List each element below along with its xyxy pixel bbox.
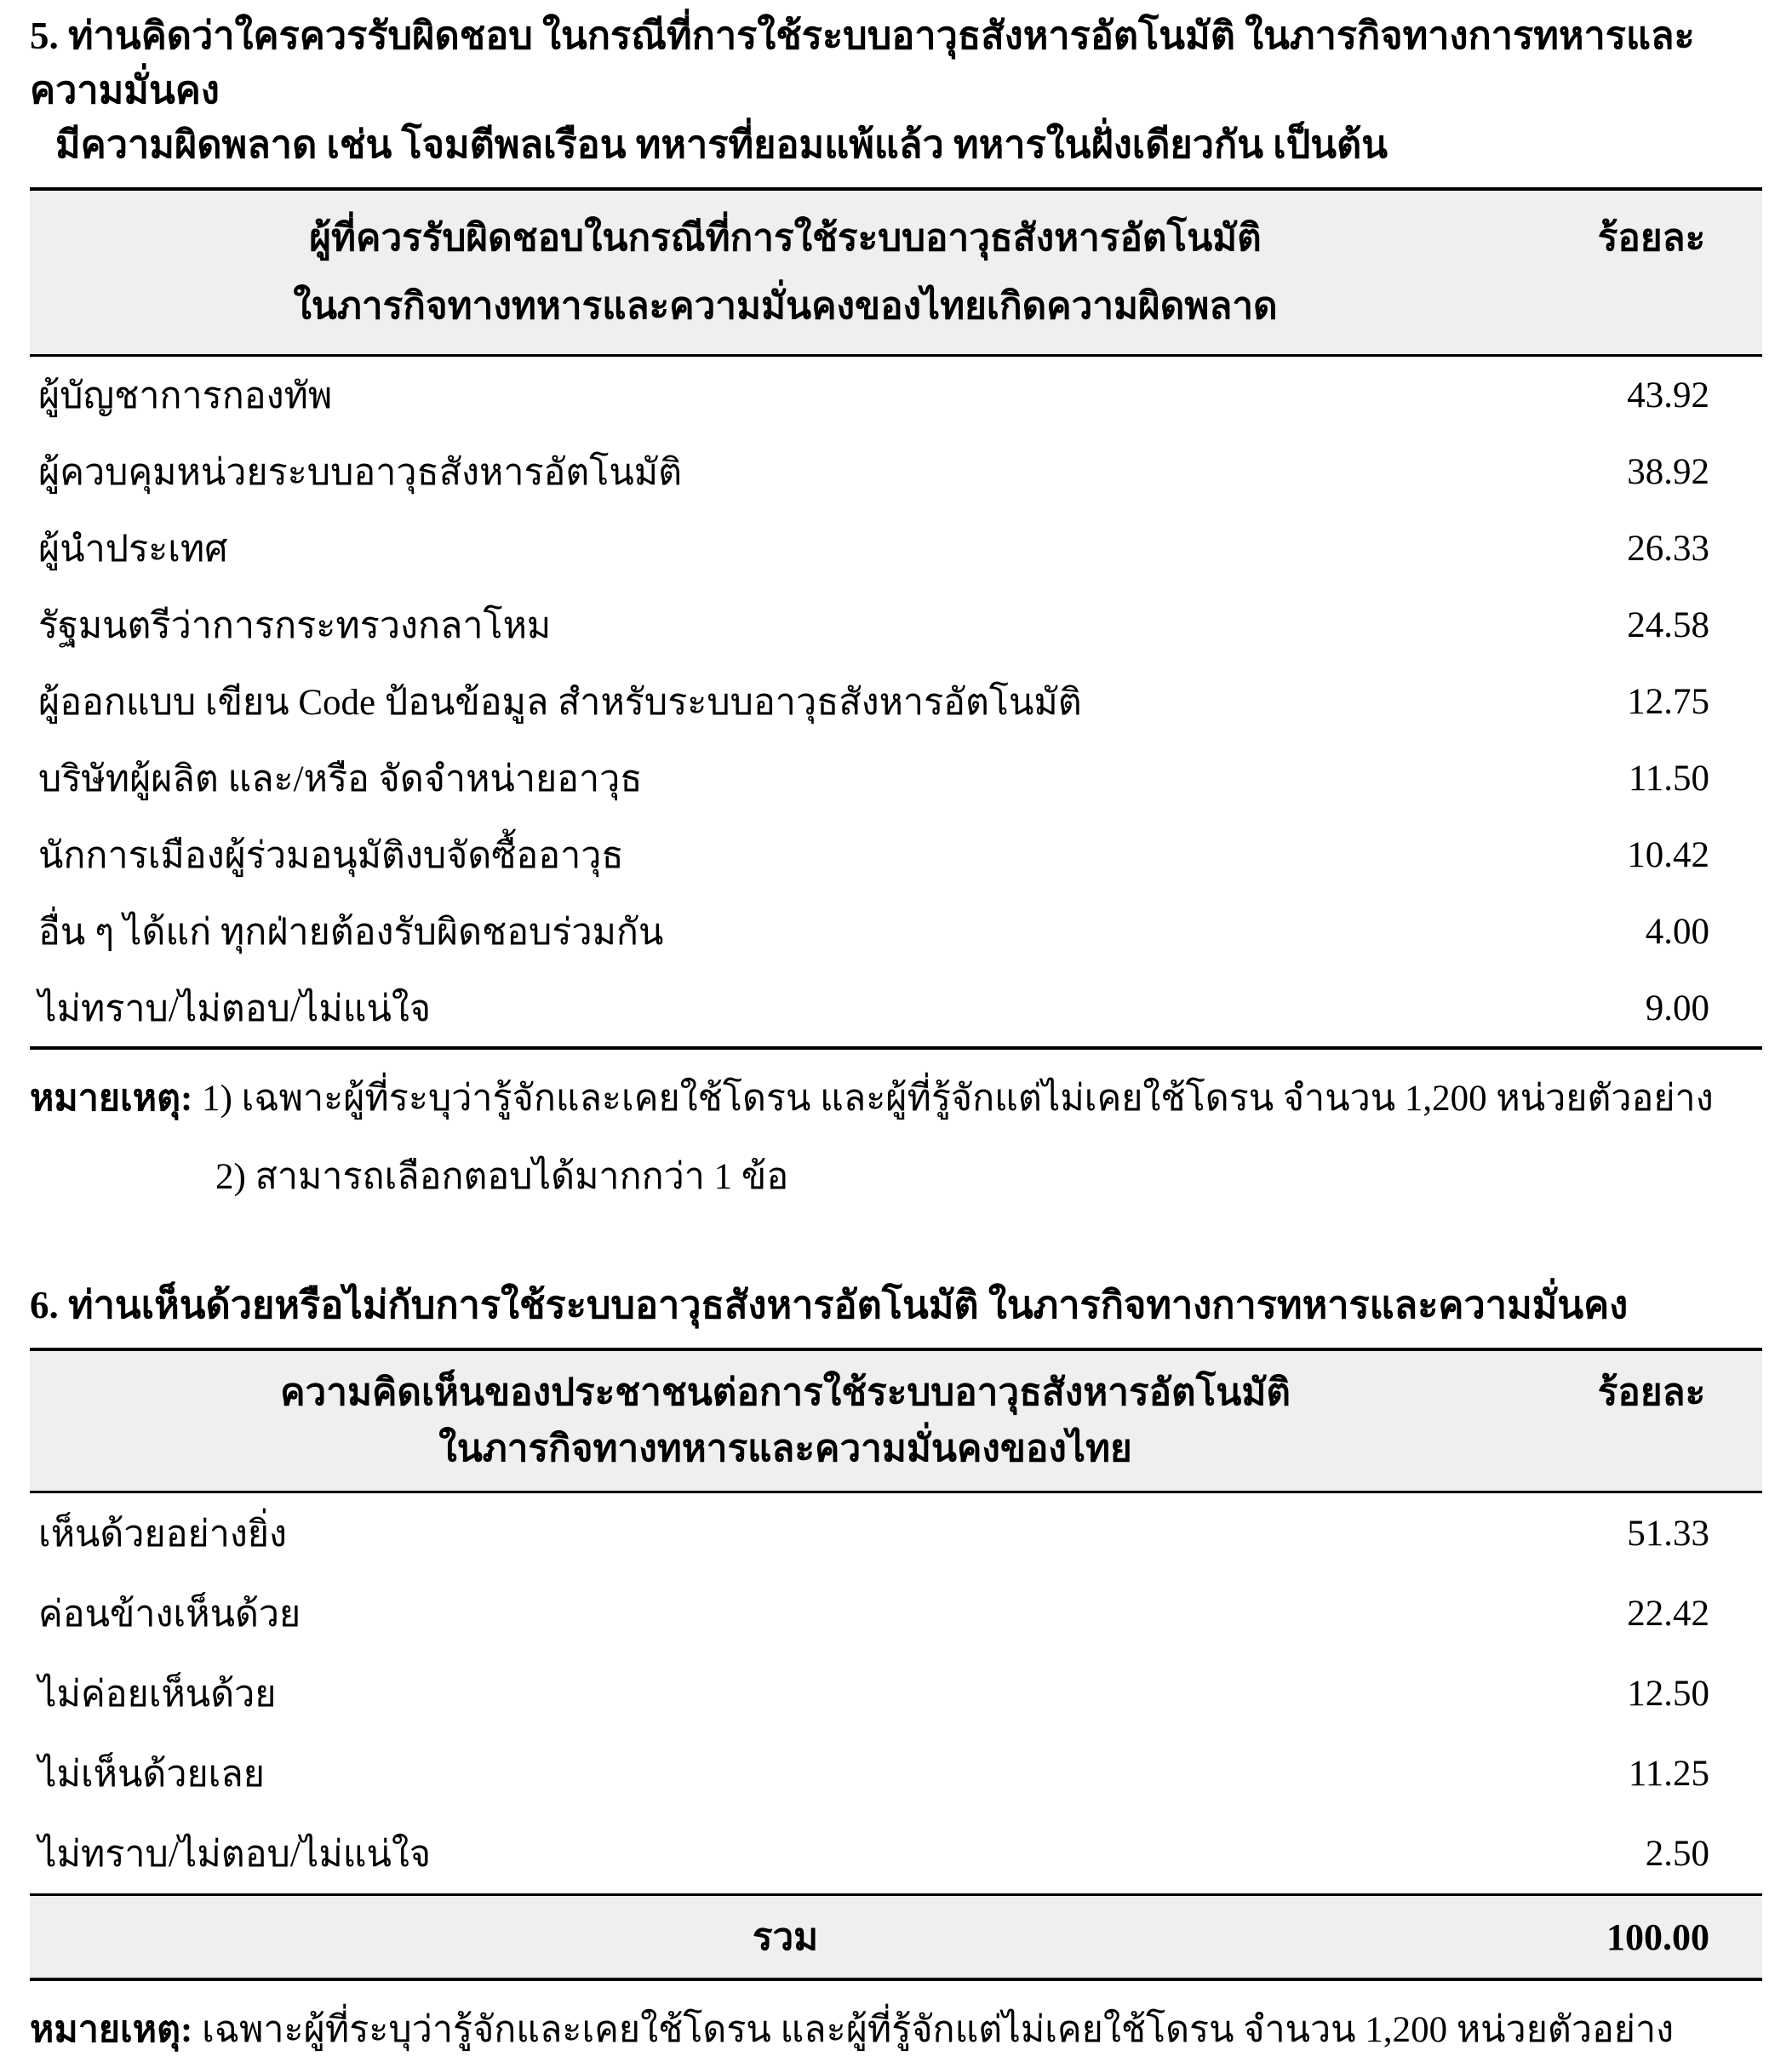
row-value: 24.58	[1627, 604, 1709, 645]
row-value: 26.33	[1627, 528, 1709, 569]
row-label: ผู้นำประเทศ	[38, 530, 228, 570]
question-5-line1: ท่านคิดว่าใครควรรับผิดชอบ ในกรณีที่การใช้ระบบอาวุธสังหารอัตโนมัติ ในภารกิจทางการทหารและความมั่นคง	[30, 14, 1695, 112]
table-row	[30, 816, 1762, 893]
question-6-number: 6.	[30, 1284, 59, 1326]
table5-note	[30, 1074, 1762, 1203]
percent-column-header: ร้อยละ	[1597, 1372, 1706, 1413]
row-label: เห็นด้วยอย่างยิ่ง	[38, 1515, 288, 1555]
row-value: 38.92	[1627, 451, 1709, 492]
table-row	[30, 433, 1762, 510]
row-value: 12.50	[1627, 1673, 1709, 1714]
table-row	[30, 587, 1762, 663]
opinion-table-title	[30, 1365, 1541, 1477]
table-row	[30, 357, 1762, 433]
opinion-table	[30, 1348, 1762, 1981]
question-6-heading	[30, 1278, 1762, 1332]
row-value: 2.50	[1645, 1833, 1709, 1874]
note-prefix: หมายเหตุ:	[30, 2010, 193, 2050]
row-value: 43.92	[1627, 375, 1709, 415]
responsibility-table	[30, 187, 1762, 1050]
question-5-number: 5.	[30, 14, 59, 57]
table-row	[30, 1653, 1762, 1733]
table-row	[30, 1733, 1762, 1813]
table6-note-line	[30, 2005, 1762, 2056]
row-value: 11.50	[1628, 758, 1709, 799]
table-row	[30, 510, 1762, 587]
opinion-table-title-line2: ในภารกิจทางทหารและความมั่นคงของไทย	[438, 1428, 1132, 1469]
note-text: 1) เฉพาะผู้ที่ระบุว่ารู้จักและเคยใช้โดรน และผู้ที่รู้จักแต่ไม่เคยใช้โดรน จำนวน 1,200 หน่วยตัวอย่าง	[202, 1079, 1714, 1119]
row-value: 4.00	[1645, 911, 1709, 952]
table-row	[30, 740, 1762, 816]
table-row	[30, 893, 1762, 970]
table-row	[30, 663, 1762, 740]
table-row	[30, 1573, 1762, 1653]
opinion-table-title-line1: ความคิดเห็นของประชาชนต่อการใช้ระบบอาวุธสังหารอัตโนมัติ	[280, 1372, 1291, 1413]
question-5-heading	[30, 9, 1762, 172]
responsibility-table-title-line1: ผู้ที่ควรรับผิดชอบในกรณีที่การใช้ระบบอาวุธสังหารอัตโนมัติ	[309, 217, 1262, 259]
row-value: 11.25	[1628, 1753, 1709, 1794]
responsibility-table-title	[30, 204, 1541, 341]
row-label: ไม่ทราบ/ไม่ตอบ/ไม่แน่ใจ	[38, 1835, 432, 1875]
row-label: นักการเมืองผู้ร่วมอนุมัติงบจัดซื้ออาวุธ	[38, 836, 624, 876]
row-label: รัฐมนตรีว่าการกระทรวงกลาโหม	[38, 606, 552, 646]
row-label: ผู้ออกแบบ เขียน Code ป้อนข้อมูล สำหรับระบบอาวุธสังหารอัตโนมัติ	[38, 683, 1082, 723]
row-label: ไม่เห็นด้วยเลย	[38, 1755, 265, 1795]
total-row	[30, 1893, 1762, 1978]
table-row	[30, 1493, 1762, 1573]
row-label: อื่น ๆ ได้แก่ ทุกฝ่ายต้องรับผิดชอบร่วมกัน	[38, 913, 664, 953]
responsibility-table-header	[30, 191, 1762, 357]
percent-column-header: ร้อยละ	[1597, 217, 1706, 259]
table5-note-line2: 2) สามารถเลือกตอบได้มากกว่า 1 ข้อ	[215, 1157, 789, 1197]
row-value: 12.75	[1627, 681, 1709, 722]
row-label: ค่อนข้างเห็นด้วย	[38, 1595, 301, 1635]
question-6-line1: ท่านเห็นด้วยหรือไม่กับการใช้ระบบอาวุธสังหารอัตโนมัติ ในภารกิจทางการทหารและความมั่นคง	[68, 1284, 1629, 1326]
note-text: เฉพาะผู้ที่ระบุว่ารู้จักและเคยใช้โดรน และผู้ที่รู้จักแต่ไม่เคยใช้โดรน จำนวน 1,200 หน่วยตัวอย่าง	[202, 2010, 1675, 2050]
row-value: 9.00	[1645, 988, 1709, 1028]
row-label: ไม่ทราบ/ไม่ตอบ/ไม่แน่ใจ	[38, 989, 432, 1029]
total-label: รวม	[752, 1916, 819, 1958]
opinion-table-header	[30, 1351, 1762, 1493]
row-label: ผู้บัญชาการกองทัพ	[38, 376, 333, 416]
table5-note-line1	[30, 1074, 1762, 1125]
row-value: 10.42	[1627, 834, 1709, 875]
row-value: 51.33	[1627, 1513, 1709, 1554]
row-label: ไม่ค่อยเห็นด้วย	[38, 1675, 277, 1715]
table6-note	[30, 2005, 1762, 2056]
question-5-line2: มีความผิดพลาด เช่น โจมตีพลเรือน ทหารที่ยอมแพ้แล้ว ทหารในฝั่งเดียวกัน เป็นต้น	[55, 123, 1388, 166]
responsibility-table-title-line2: ในภารกิจทางทหารและความมั่นคงของไทยเกิดความผิดพลาด	[293, 285, 1278, 327]
table-row	[30, 970, 1762, 1046]
row-value: 22.42	[1627, 1593, 1709, 1634]
row-label: ผู้ควบคุมหน่วยระบบอาวุธสังหารอัตโนมัติ	[38, 453, 683, 493]
total-value: 100.00	[1606, 1916, 1709, 1958]
table-row	[30, 1813, 1762, 1893]
row-label: บริษัทผู้ผลิต และ/หรือ จัดจำหน่ายอาวุธ	[38, 759, 643, 799]
note-prefix: หมายเหตุ:	[30, 1079, 193, 1119]
